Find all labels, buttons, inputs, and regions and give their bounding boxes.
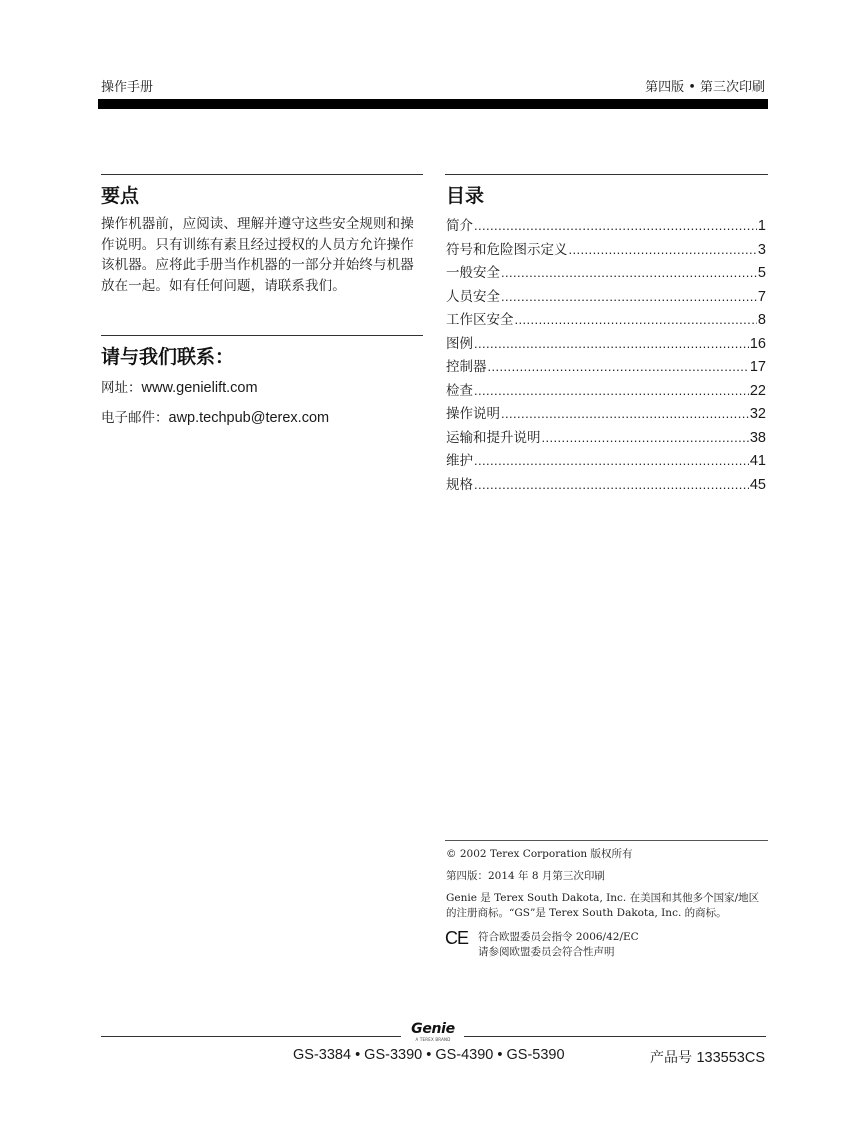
header-bar xyxy=(98,99,768,109)
header-edition: 第四版 • 第三次印刷 xyxy=(645,80,765,95)
contact-email xyxy=(101,406,329,426)
toc-entry-label: 维护 xyxy=(446,453,473,469)
toc-leader xyxy=(474,218,757,233)
toc-entry-label: 人员安全 xyxy=(446,288,500,305)
toc-leader xyxy=(501,265,757,280)
toc-leader xyxy=(474,453,749,468)
toc-leader xyxy=(474,383,749,398)
toc-entry-label: 工作区安全 xyxy=(446,312,514,328)
toc-list xyxy=(446,214,766,496)
key-points-title: 要点 xyxy=(101,185,140,207)
footer-models: GS-3384 • GS-3390 • GS-4390 • GS-5390 xyxy=(293,1047,565,1063)
website-label: 网址： xyxy=(101,380,142,396)
footer-part-number xyxy=(650,1047,765,1067)
toc-entry-page: 45 xyxy=(749,476,766,493)
trademark-line-2: 的注册商标。“GS”是 Terex South Dakota, Inc. 的商标。 xyxy=(446,907,727,919)
toc-entry[interactable] xyxy=(446,473,766,497)
toc-entry-label: 检查 xyxy=(446,382,473,399)
footer-rule-right xyxy=(464,1036,766,1037)
toc-entry-page: 16 xyxy=(749,335,766,352)
toc-entry[interactable] xyxy=(446,285,766,309)
header-manual-title: 操作手册 xyxy=(101,80,154,95)
toc-entry[interactable] xyxy=(446,379,766,403)
toc-title: 目录 xyxy=(446,185,485,207)
toc-entry-page: 41 xyxy=(749,453,766,469)
toc-entry-page: 1 xyxy=(757,218,766,234)
toc-entry-label: 简介 xyxy=(446,218,473,234)
toc-entry[interactable] xyxy=(446,449,766,473)
toc-entry-page: 38 xyxy=(749,429,766,446)
key-points-body: 操作机器前，应阅读、理解并遵守这些安全规则和操作说明。只有训练有素且经过授权的人员方允许操作该机器。应将此手册当作机器的一部分并始终与机器放在一起。如有任何问题，请联系我们。 xyxy=(101,216,414,294)
toc-entry-label: 符号和危险图示定义 xyxy=(446,241,568,258)
logo-wordmark: Genie xyxy=(411,1021,455,1037)
toc-leader xyxy=(501,406,749,421)
toc-entry[interactable] xyxy=(446,332,766,356)
ce-mark-icon: CE xyxy=(445,928,469,948)
genie-logo xyxy=(408,1021,458,1042)
email-label: 电子邮件： xyxy=(101,410,169,426)
toc-entry[interactable] xyxy=(446,402,766,426)
toc-entry-label: 运输和提升说明 xyxy=(446,429,541,446)
trademark-notice xyxy=(446,891,759,921)
copyright-line: © 2002 Terex Corporation 版权所有 xyxy=(446,848,633,860)
contact-rule xyxy=(101,335,423,336)
toc-entry-label: 图例 xyxy=(446,335,473,352)
ce-compliance-text xyxy=(478,930,639,960)
toc-entry[interactable] xyxy=(446,426,766,450)
toc-rule xyxy=(445,174,768,175)
toc-leader xyxy=(488,359,749,374)
toc-leader xyxy=(474,336,749,351)
email-link[interactable]: awp.techpub@terex.com xyxy=(168,410,330,426)
website-link[interactable]: www.genielift.com xyxy=(141,380,258,396)
toc-entry-label: 一般安全 xyxy=(446,265,500,281)
toc-entry-label: 操作说明 xyxy=(446,406,500,422)
trademark-line-1: Genie 是 Terex South Dakota, Inc. 在美国和其他多个国家/地区 xyxy=(446,892,760,904)
toc-leader xyxy=(501,289,757,304)
contact-title: 请与我们联系： xyxy=(101,346,235,368)
toc-entry-label: 控制器 xyxy=(446,359,487,375)
toc-entry[interactable] xyxy=(446,355,766,379)
part-number-value: 133553CS xyxy=(696,1050,765,1066)
key-points-rule xyxy=(101,174,423,175)
part-number-label: 产品号 xyxy=(650,1050,697,1066)
toc-leader xyxy=(569,242,757,257)
footer-rule-left xyxy=(101,1036,401,1037)
edition-line: 第四版：2014 年 8 月第三次印刷 xyxy=(446,870,605,882)
toc-entry[interactable] xyxy=(446,308,766,332)
toc-entry-label: 规格 xyxy=(446,476,473,493)
toc-leader xyxy=(542,430,749,445)
toc-entry-page: 7 xyxy=(757,288,766,305)
toc-leader xyxy=(474,477,749,492)
toc-leader xyxy=(515,312,757,327)
toc-entry-page: 8 xyxy=(757,312,766,328)
contact-website xyxy=(101,376,258,396)
logo-tagline: A TEREX BRAND xyxy=(415,1037,451,1042)
toc-entry-page: 3 xyxy=(757,241,766,258)
toc-entry-page: 22 xyxy=(749,382,766,399)
toc-entry[interactable] xyxy=(446,214,766,238)
toc-entry-page: 5 xyxy=(757,265,766,281)
toc-entry-page: 32 xyxy=(749,406,766,422)
ce-directive-line: 符合欧盟委员会指令 2006/42/EC xyxy=(478,931,639,943)
toc-entry-page: 17 xyxy=(749,359,766,375)
toc-entry[interactable] xyxy=(446,261,766,285)
ce-declaration-line: 请参阅欧盟委员会符合性声明 xyxy=(478,946,615,958)
toc-entry[interactable] xyxy=(446,238,766,262)
copyright-rule xyxy=(445,840,768,841)
